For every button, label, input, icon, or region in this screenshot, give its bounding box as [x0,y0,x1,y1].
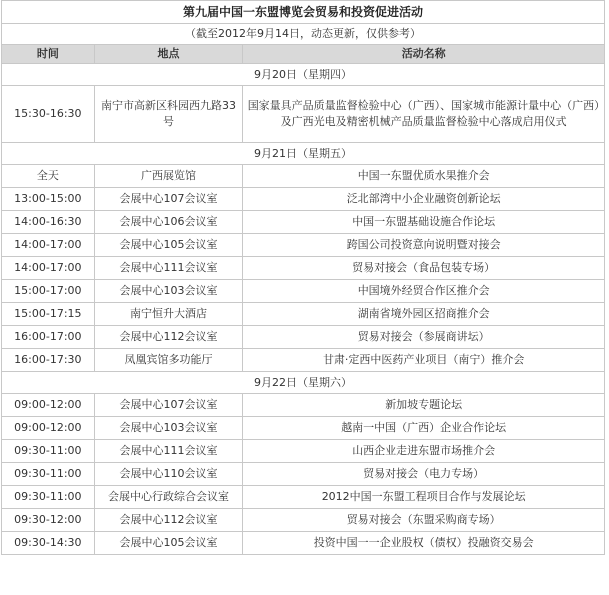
table-row [2,532,605,555]
activity-cell: 贸易对接会（食品包装专场） [243,257,605,280]
time-cell: 14:00-17:00 [2,257,95,280]
time-cell: 09:30-14:30 [2,532,95,555]
day-header-row [2,143,605,165]
time-cell: 15:00-17:00 [2,280,95,303]
time-cell: 16:00-17:30 [2,349,95,372]
activity-cell: 贸易对接会（东盟采购商专场） [243,509,605,532]
activity-cell: 越南一中国（广西）企业合作论坛 [243,417,605,440]
place-cell: 会展中心107会议室 [94,394,243,417]
header-activity: 活动名称 [243,45,605,64]
table-row [2,440,605,463]
place-cell: 会展中心103会议室 [94,280,243,303]
activity-cell: 贸易对接会（参展商讲坛） [243,326,605,349]
time-cell: 09:00-12:00 [2,394,95,417]
table-row [2,417,605,440]
table-row [2,234,605,257]
time-cell: 15:00-17:15 [2,303,95,326]
time-cell: 14:00-16:30 [2,211,95,234]
events-table-body [2,1,605,555]
table-row [2,394,605,417]
time-cell: 15:30-16:30 [2,86,95,143]
activity-cell: 贸易对接会（电力专场） [243,463,605,486]
time-cell: 09:00-12:00 [2,417,95,440]
table-row [2,188,605,211]
time-cell: 14:00-17:00 [2,234,95,257]
time-cell: 13:00-15:00 [2,188,95,211]
activity-cell: 泛北部湾中小企业融资创新论坛 [243,188,605,211]
place-cell: 会展中心105会议室 [94,532,243,555]
place-cell: 会展中心111会议室 [94,257,243,280]
header-time: 时间 [2,45,95,64]
activity-cell: 投资中国一一企业股权（债权）投融资交易会 [243,532,605,555]
table-row [2,486,605,509]
activity-cell: 国家量具产品质量监督检验中心（广西）、国家城市能源计量中心（广西）及广西光电及精密机械产品质量监督检验中心落成启用仪式 [243,86,605,143]
place-cell: 会展中心106会议室 [94,211,243,234]
activity-cell: 甘肃·定西中医药产业项目（南宁）推介会 [243,349,605,372]
time-cell: 全天 [2,165,95,188]
table-row [2,257,605,280]
activity-cell: 中国一东盟基础设施合作论坛 [243,211,605,234]
place-cell: 广西展览馆 [94,165,243,188]
activity-cell: 中国境外经贸合作区推介会 [243,280,605,303]
place-cell: 会展中心112会议室 [94,326,243,349]
time-cell: 09:30-11:00 [2,440,95,463]
day-label: 9月21日（星期五） [2,143,605,165]
table-row [2,509,605,532]
table-row [2,86,605,143]
place-cell: 会展中心行政综合会议室 [94,486,243,509]
place-cell: 会展中心105会议室 [94,234,243,257]
activity-cell: 湖南省境外园区招商推介会 [243,303,605,326]
table-row [2,349,605,372]
day-header-row [2,372,605,394]
events-table [1,0,605,555]
place-cell: 会展中心112会议室 [94,509,243,532]
place-cell: 南宁恒升大酒店 [94,303,243,326]
header-row [2,45,605,64]
time-cell: 16:00-17:00 [2,326,95,349]
place-cell: 凤凰宾馆多功能厅 [94,349,243,372]
table-note: （截至2012年9月14日，动态更新，仅供参考） [2,24,605,45]
place-cell: 会展中心110会议室 [94,463,243,486]
day-header-row [2,64,605,86]
activity-cell: 跨国公司投资意向说明暨对接会 [243,234,605,257]
note-row [2,24,605,45]
activity-cell: 2012中国一东盟工程项目合作与发展论坛 [243,486,605,509]
table-row [2,303,605,326]
time-cell: 09:30-12:00 [2,509,95,532]
table-title: 第九届中国一东盟博览会贸易和投资促进活动 [2,1,605,24]
time-cell: 09:30-11:00 [2,463,95,486]
table-row [2,211,605,234]
place-cell: 会展中心103会议室 [94,417,243,440]
day-label: 9月22日（星期六） [2,372,605,394]
table-row [2,165,605,188]
table-row [2,280,605,303]
activity-cell: 新加坡专题论坛 [243,394,605,417]
place-cell: 南宁市高新区科园西九路33号 [94,86,243,143]
table-row [2,463,605,486]
activity-cell: 中国一东盟优质水果推介会 [243,165,605,188]
table-row [2,326,605,349]
time-cell: 09:30-11:00 [2,486,95,509]
place-cell: 会展中心111会议室 [94,440,243,463]
header-place: 地点 [94,45,243,64]
place-cell: 会展中心107会议室 [94,188,243,211]
title-row [2,1,605,24]
day-label: 9月20日（星期四） [2,64,605,86]
activity-cell: 山西企业走进东盟市场推介会 [243,440,605,463]
